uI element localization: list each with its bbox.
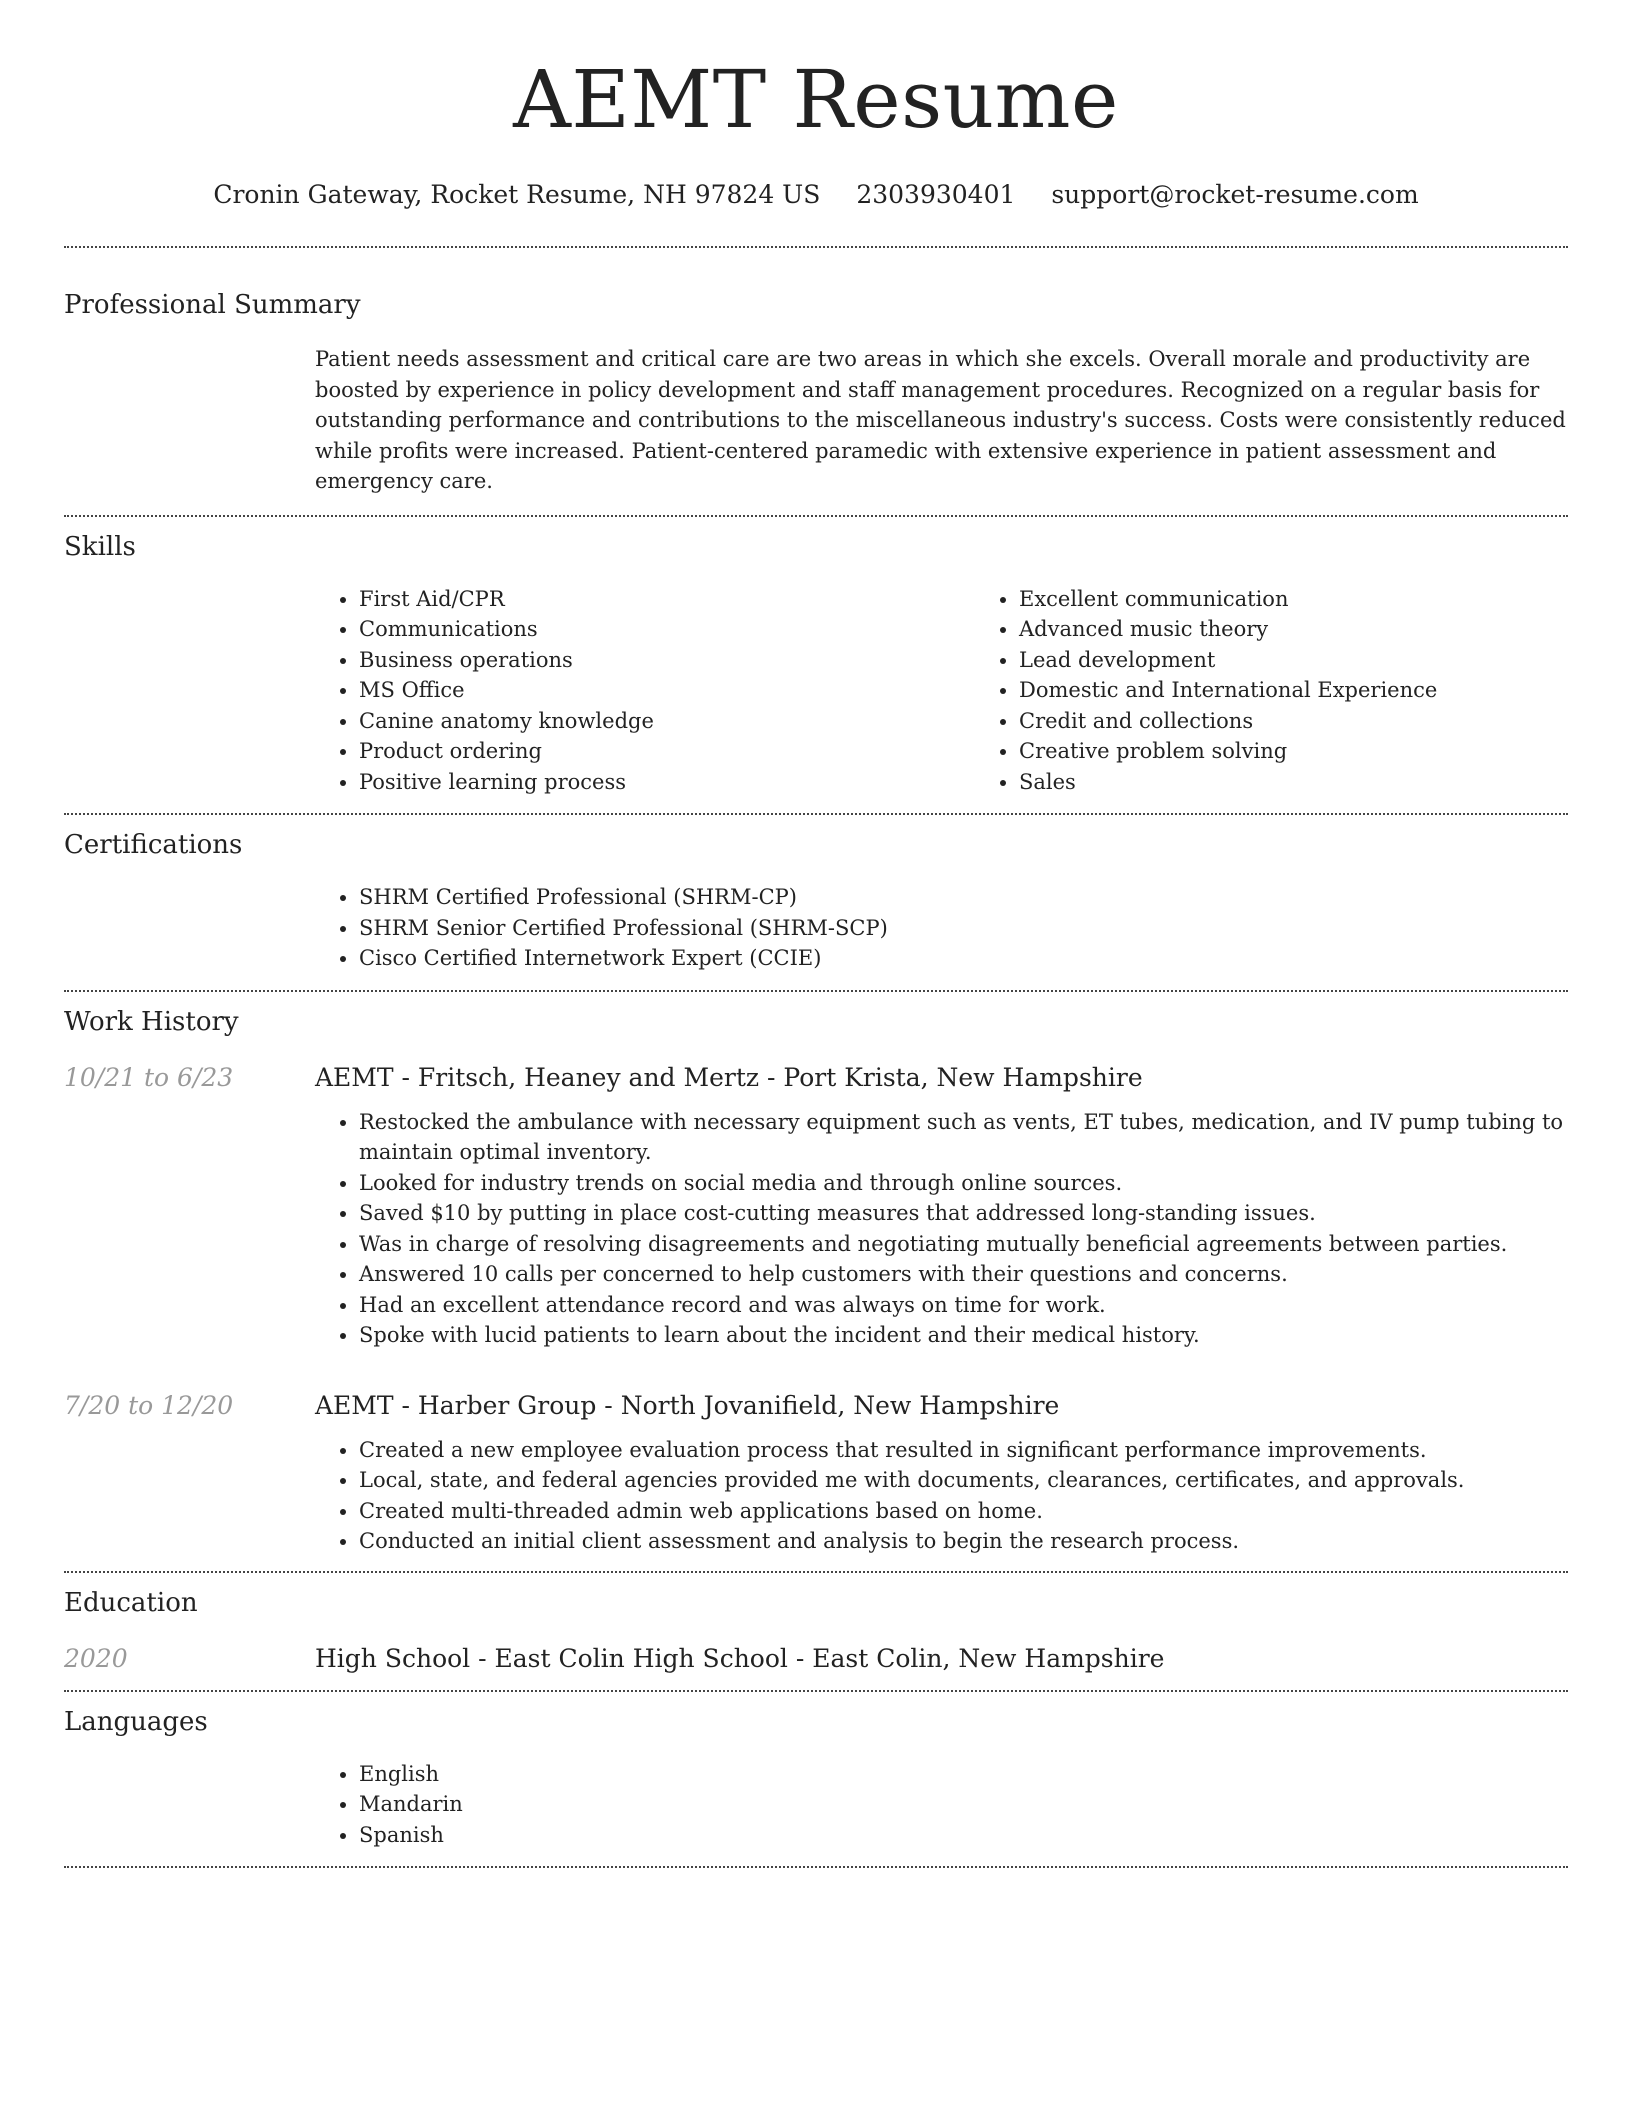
section-title-work: Work History: [64, 1006, 239, 1037]
work-section: [64, 992, 1568, 1571]
list-item: • Local, state, and federal agencies provided me with documents, clearances, certificates, and approvals.: [359, 1465, 1568, 1496]
list-item: • Credit and collections: [1019, 706, 1632, 737]
section-title-certifications: Certifications: [64, 830, 243, 860]
summary-text: Patient needs assessment and critical care are two areas in which she excels. Overall morale and productivity are boosted by experience in policy development and staff management procedures. Recognized on a regular basis for outstanding performance and contributions to the miscellaneous industry's success. Costs were consistently reduced while profits were increased. Patient-centered paramedic with extensive experience in patient assessment and emergency care.: [315, 347, 1566, 493]
list-item: • Conducted an initial client assessment and analysis to begin the research process.: [359, 1526, 1568, 1557]
contact-address: Cronin Gateway, Rocket Resume, NH 97824 US: [213, 180, 821, 209]
skills-list-right: [975, 584, 1632, 798]
job-entry: [64, 1389, 1568, 1557]
list-item: • Positive learning process: [359, 767, 975, 798]
list-item: • Had an excellent attendance record and was always on time for work.: [359, 1290, 1568, 1321]
resume-title: AEMT Resume: [513, 53, 1119, 146]
job-date: 7/20 to 12/20: [64, 1390, 234, 1420]
education-date: 2020: [64, 1643, 128, 1673]
list-item: • Spoke with lucid patients to learn about the incident and their medical history.: [359, 1320, 1568, 1351]
list-item: • Created multi-threaded admin web applications based on home.: [359, 1496, 1568, 1527]
list-item: • Creative problem solving: [1019, 736, 1632, 767]
contact-phone: 2303930401: [856, 180, 1016, 209]
education-entry: High School - East Colin High School - East Colin, New Hampshire: [315, 1643, 1165, 1673]
section-title-summary: Professional Summary: [64, 290, 361, 320]
summary-section: [64, 248, 1568, 515]
list-item: • SHRM Certified Professional (SHRM-CP): [359, 882, 1568, 913]
job-bullets: [315, 1435, 1568, 1557]
list-item: • Sales: [1019, 767, 1632, 798]
education-section: [64, 1573, 1568, 1690]
skills-section: [64, 517, 1568, 814]
contact-line: [64, 178, 1568, 212]
list-item: • Canine anatomy knowledge: [359, 706, 975, 737]
contact-email: support@rocket-resume.com: [1051, 180, 1419, 209]
section-title-education: Education: [64, 1587, 198, 1618]
languages-list: [315, 1759, 1568, 1851]
section-title-languages: Languages: [64, 1706, 208, 1737]
list-item: • Lead development: [1019, 645, 1632, 676]
section-title-skills: Skills: [64, 531, 136, 562]
languages-section: [64, 1692, 1568, 1867]
section-divider: [64, 1866, 1568, 1868]
job-bullets: [315, 1107, 1568, 1351]
certifications-list: [315, 882, 1568, 974]
list-item: • Restocked the ambulance with necessary equipment such as vents, ET tubes, medication, and IV pump tubing to maintain optimal inventory.: [359, 1107, 1568, 1168]
certifications-section: [64, 815, 1568, 990]
list-item: • Cisco Certified Internetwork Expert (CCIE): [359, 943, 1568, 974]
list-item: • Answered 10 calls per concerned to help customers with their questions and concerns.: [359, 1259, 1568, 1290]
job-entry: [64, 1061, 1568, 1351]
list-item: • Business operations: [359, 645, 975, 676]
job-title: AEMT - Harber Group - North Jovanifield, New Hampshire: [315, 1390, 1060, 1420]
job-date: 10/21 to 6/23: [64, 1062, 234, 1092]
list-item: • Excellent communication: [1019, 584, 1632, 615]
list-item: • Advanced music theory: [1019, 614, 1632, 645]
list-item: • English: [359, 1759, 1568, 1790]
list-item: • Spanish: [359, 1820, 1568, 1851]
list-item: • Mandarin: [359, 1789, 1568, 1820]
list-item: • SHRM Senior Certified Professional (SHRM-SCP): [359, 913, 1568, 944]
list-item: • Saved $10 by putting in place cost-cutting measures that addressed long-standing issues.: [359, 1198, 1568, 1229]
list-item: • Domestic and International Experience: [1019, 675, 1632, 706]
list-item: • Created a new employee evaluation process that resulted in significant performance improvements.: [359, 1435, 1568, 1466]
list-item: • First Aid/CPR: [359, 584, 975, 615]
list-item: • Looked for industry trends on social media and through online sources.: [359, 1168, 1568, 1199]
list-item: • MS Office: [359, 675, 975, 706]
list-item: • Was in charge of resolving disagreements and negotiating mutually beneficial agreements between parties.: [359, 1229, 1568, 1260]
list-item: • Communications: [359, 614, 975, 645]
job-title: AEMT - Fritsch, Heaney and Mertz - Port Krista, New Hampshire: [315, 1062, 1143, 1092]
list-item: • Product ordering: [359, 736, 975, 767]
skills-list-left: [315, 584, 975, 798]
